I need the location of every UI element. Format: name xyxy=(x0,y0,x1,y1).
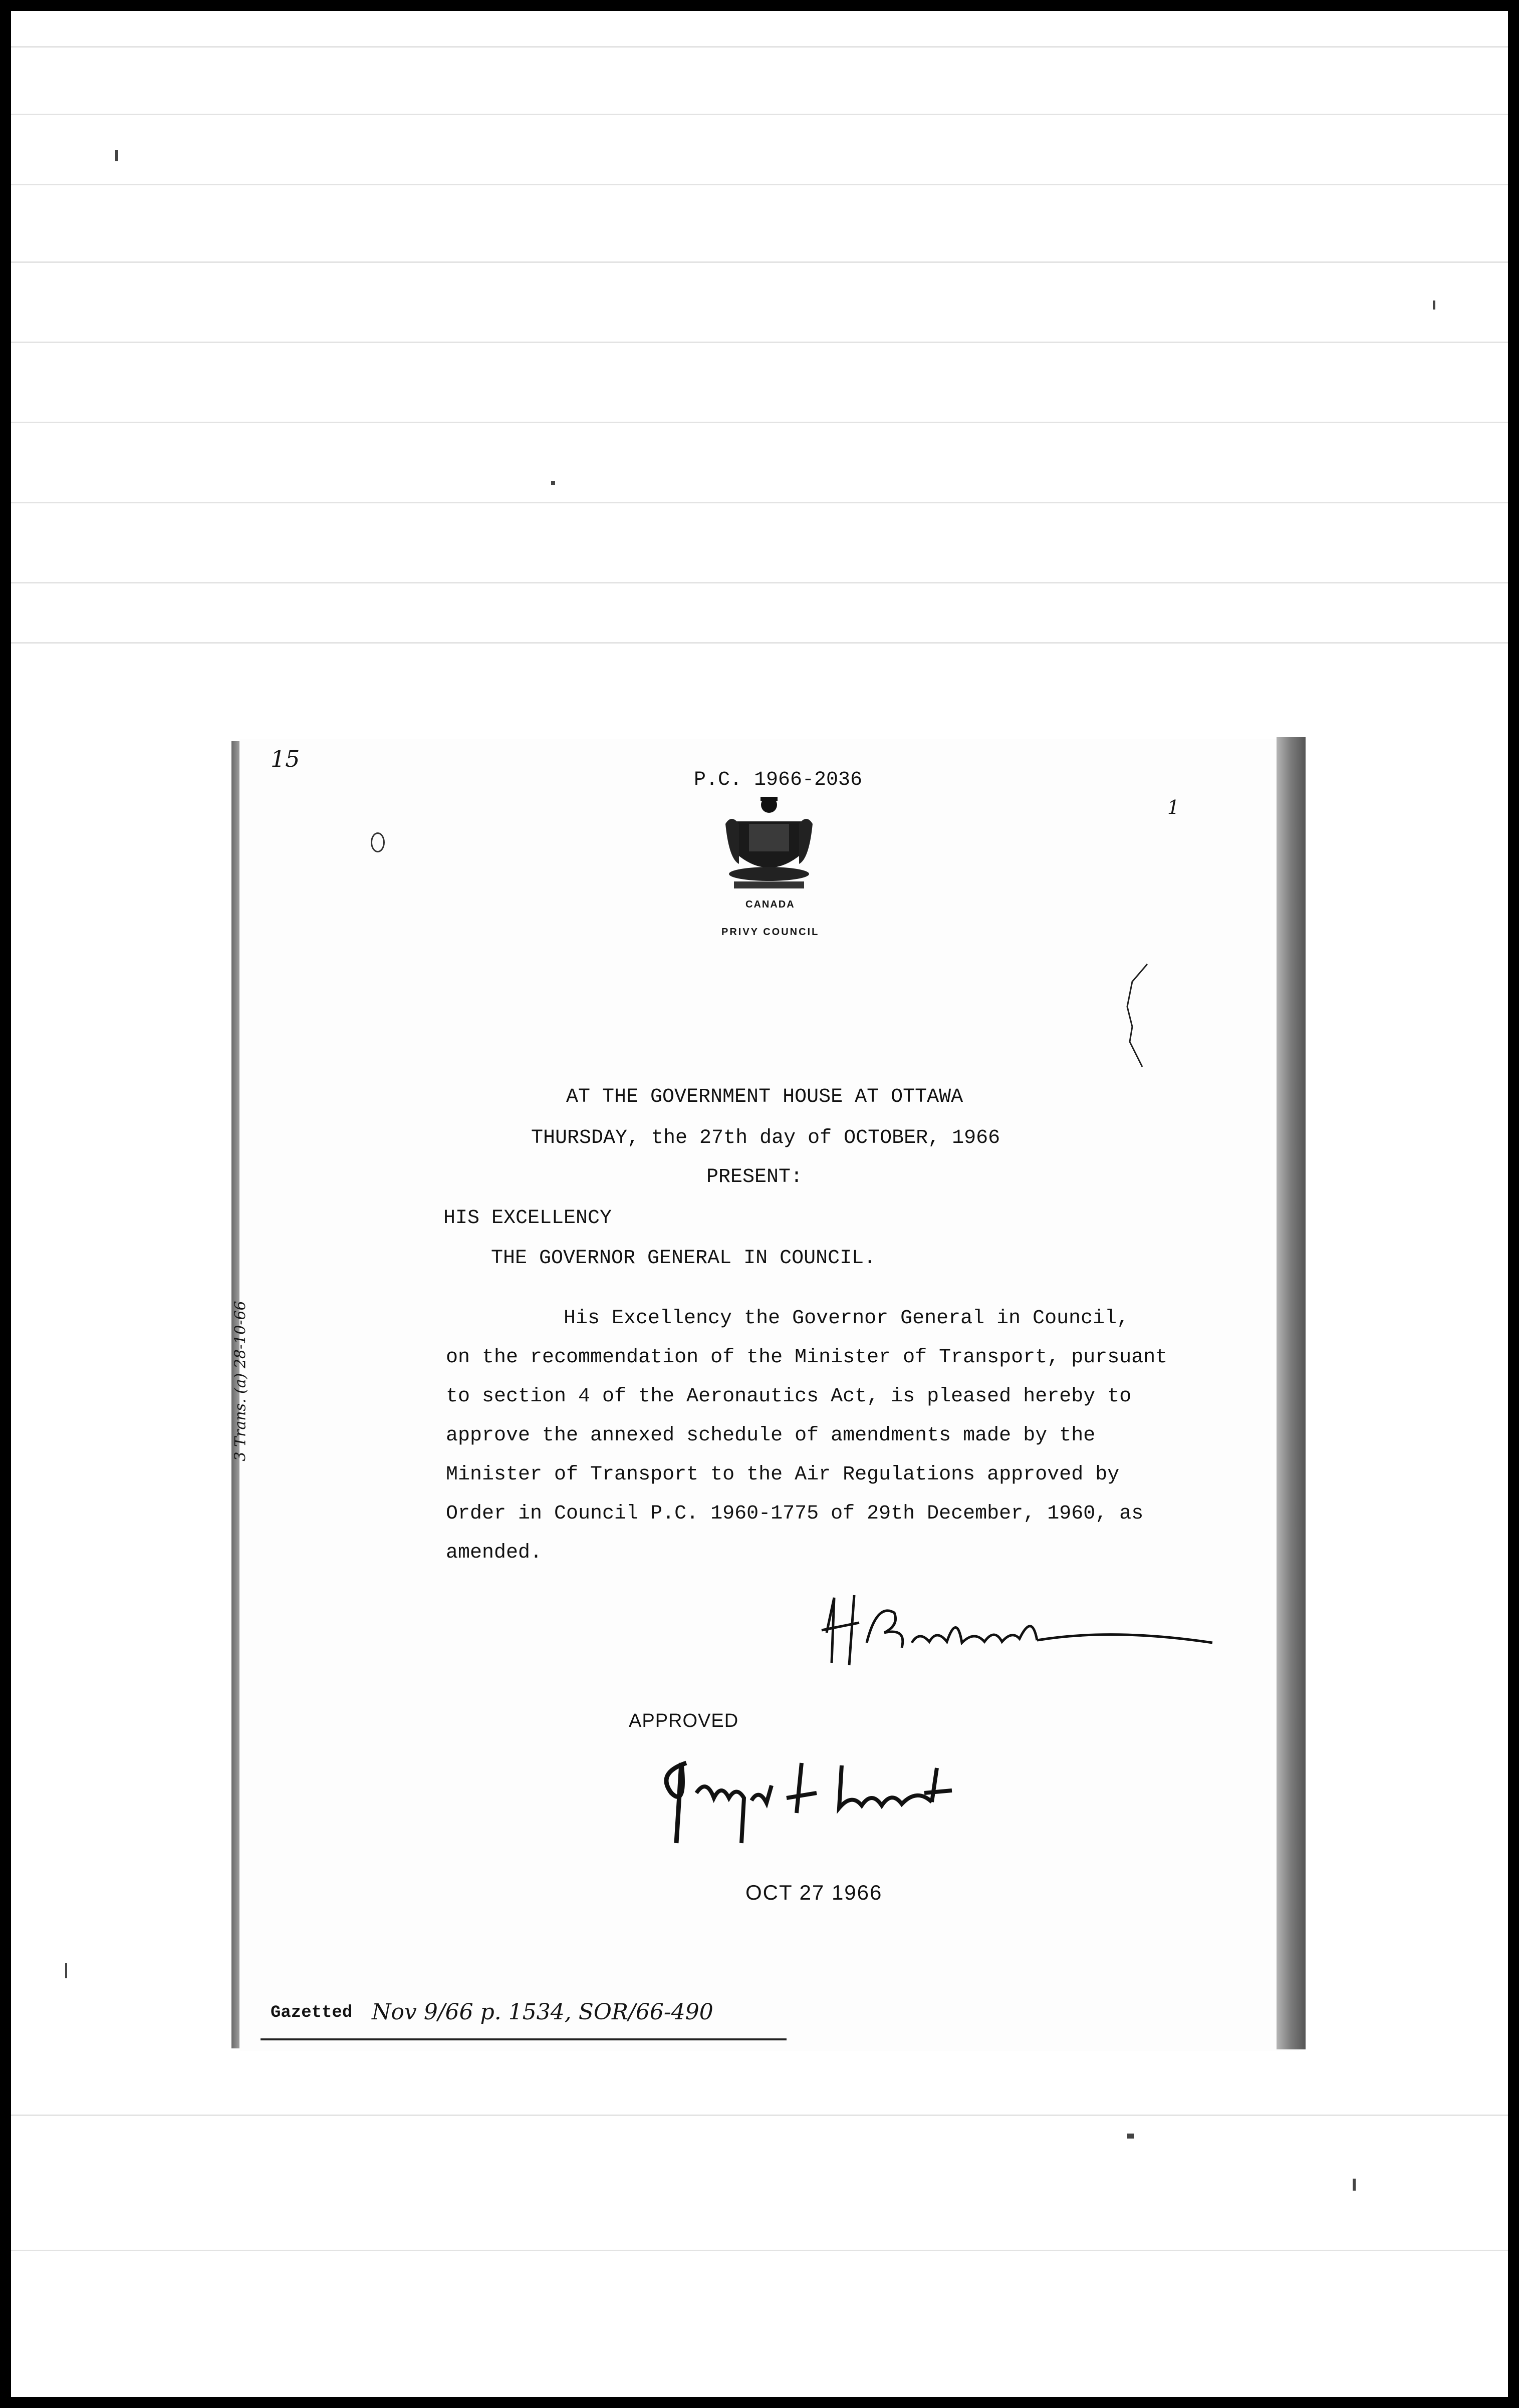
gazetted-underline xyxy=(261,2038,787,2040)
signature-first xyxy=(812,1583,1222,1673)
body-line: on the recommendation of the Minister of Transport, pursuant xyxy=(446,1346,1168,1369)
gazetted-label: Gazetted xyxy=(271,2003,353,2022)
margin-note: 3 Trans. (a) 28-10-66 xyxy=(231,1301,249,1461)
letterhead-country: CANADA xyxy=(745,899,795,910)
body-line: approve the annexed schedule of amendments made by the xyxy=(446,1424,1096,1447)
corner-mark: 1 xyxy=(1167,796,1180,818)
punch-mark xyxy=(371,832,385,852)
date-line: THURSDAY, the 27th day of OCTOBER, 1966 xyxy=(531,1127,1000,1149)
approval-date-stamp: OCT 27 1966 xyxy=(745,1881,883,1904)
attendee-line-2: THE GOVERNOR GENERAL IN COUNCIL. xyxy=(491,1247,876,1270)
present-line: PRESENT: xyxy=(706,1166,803,1188)
body-line: Order in Council P.C. 1960-1775 of 29th December, 1960, as xyxy=(446,1502,1144,1525)
body-line: His Excellency the Governor General in Council, xyxy=(564,1307,1129,1330)
sheet-right-edge xyxy=(1277,737,1306,2049)
margin-stroke xyxy=(1120,962,1155,1077)
gazetted-note: Nov 9/66 p. 1534, SOR/66-490 xyxy=(372,1999,713,2025)
attendee-line-1: HIS EXCELLENCY xyxy=(443,1207,612,1230)
page-number: 15 xyxy=(271,745,300,772)
body-line: to section 4 of the Aeronautics Act, is pleased hereby to xyxy=(446,1385,1132,1408)
place-line: AT THE GOVERNMENT HOUSE AT OTTAWA xyxy=(566,1086,963,1108)
order-number: P.C. 1966-2036 xyxy=(694,769,863,791)
coat-of-arms-icon xyxy=(721,794,817,894)
body-line: amended. xyxy=(446,1542,543,1564)
signature-second xyxy=(651,1743,962,1853)
body-line: Minister of Transport to the Air Regulations approved by xyxy=(446,1463,1120,1486)
approved-label: APPROVED xyxy=(629,1710,739,1731)
letterhead-body: PRIVY COUNCIL xyxy=(721,927,820,938)
